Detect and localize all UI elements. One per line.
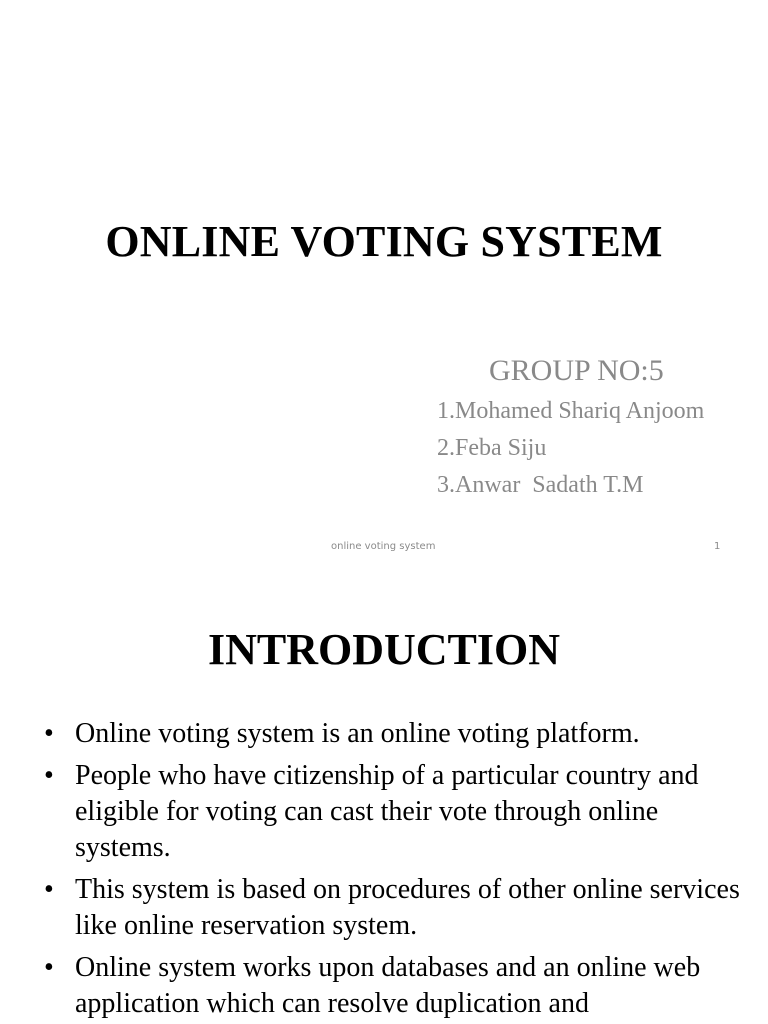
bullet-icon: • — [44, 874, 54, 905]
bullet-text: Online voting system is an online voting platform. — [75, 718, 640, 749]
slide-footer: online voting system — [331, 541, 436, 552]
member-2: 2.Feba Siju — [437, 435, 547, 461]
group-number: GROUP NO:5 — [489, 354, 664, 387]
bullet-icon: • — [44, 952, 54, 983]
bullet-text: This system is based on procedures of other online services like online reservation system. — [75, 874, 740, 941]
slide-title: INTRODUCTION — [207, 625, 561, 674]
member-1: 1.Mohamed Shariq Anjoom — [437, 398, 705, 424]
bullet-item — [44, 950, 744, 1022]
bullet-item — [44, 758, 744, 866]
bullet-item — [44, 716, 744, 752]
slide-2 — [0, 576, 768, 1024]
bullet-list — [44, 716, 744, 1024]
slide-number: 1 — [714, 541, 721, 552]
bullet-text: Online system works upon databases and an online web application which can resolve duplication and — [75, 952, 701, 1019]
bullet-icon: • — [44, 718, 54, 749]
bullet-text: People who have citizenship of a particular country and eligible for voting can cast their vote through online systems. — [75, 760, 699, 863]
bullet-icon: • — [44, 760, 54, 791]
member-3: 3.Anwar Sadath T.M — [437, 472, 644, 498]
bullet-item — [44, 872, 744, 944]
slide-title: ONLINE VOTING SYSTEM — [105, 217, 663, 266]
